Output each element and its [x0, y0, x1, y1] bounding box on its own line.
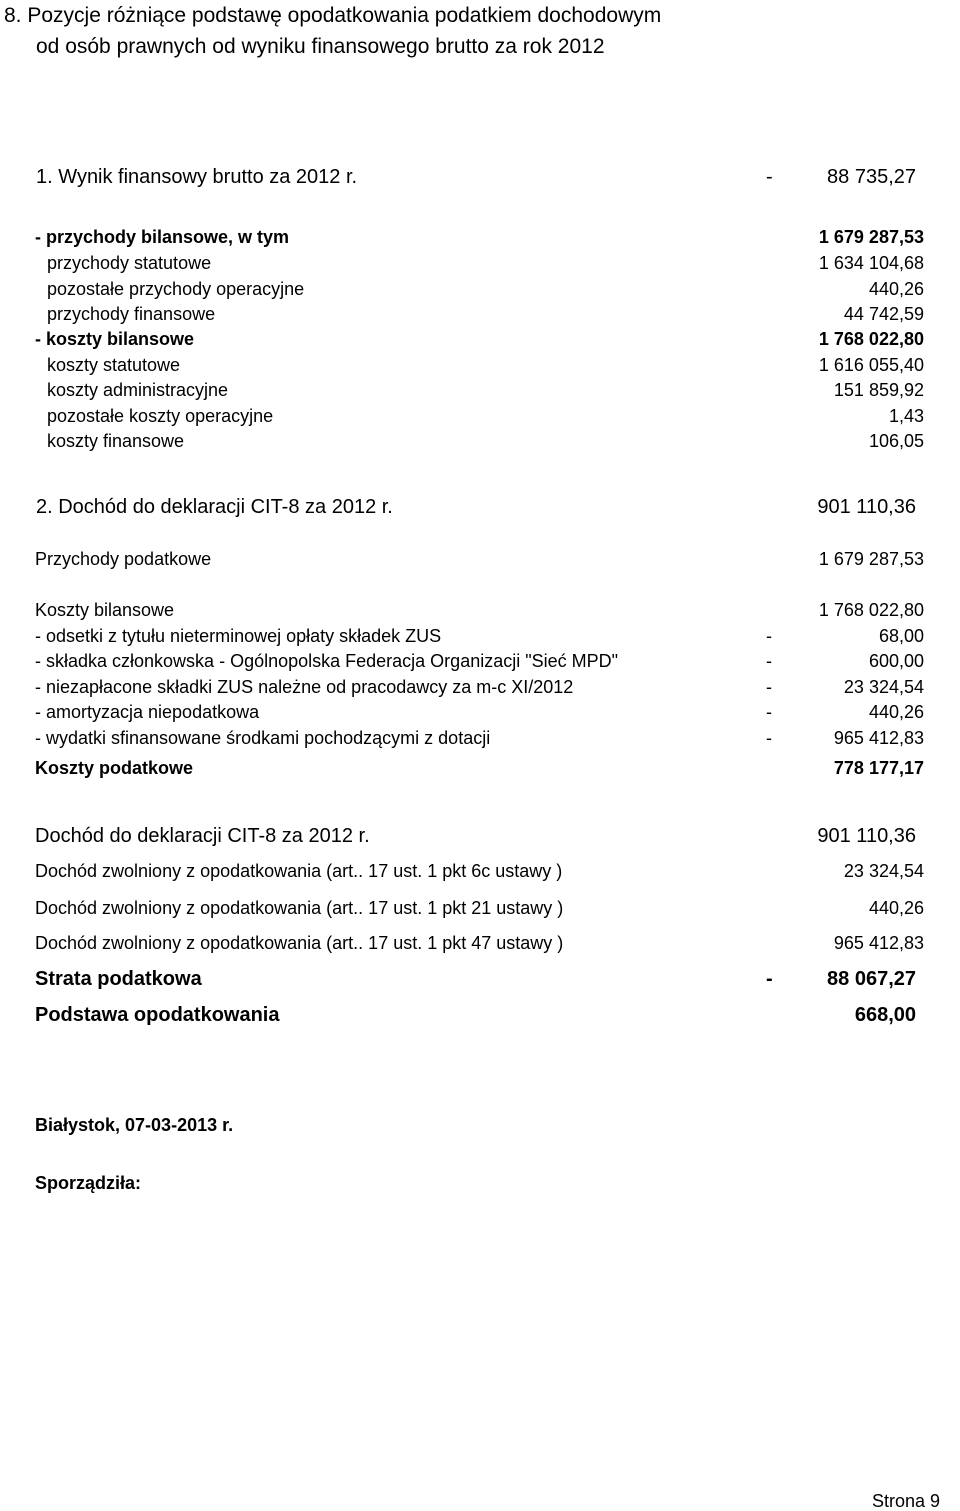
row-label: pozostałe koszty operacyjne [47, 406, 274, 426]
deduction-sign: - [766, 626, 772, 646]
tax-loss-value: 88 067,27 [827, 968, 916, 990]
row-label: koszty statutowe [47, 355, 181, 375]
row-label: - koszty bilansowe [35, 329, 195, 349]
row-value: 106,05 [868, 431, 924, 451]
section2-label: 2. Dochód do deklaracji CIT-8 za 2012 r. [36, 496, 393, 518]
prepared-by: Sporządziła: [35, 1173, 142, 1193]
row-value: 1 768 022,80 [818, 329, 924, 349]
row-label: pozostałe przychody operacyjne [47, 279, 305, 299]
row-value: 1,43 [888, 406, 924, 426]
tax-costs-label: Koszty podatkowe [35, 758, 194, 778]
deduction-label: - składka członkowska - Ogólnopolska Federacja Organizacji "Sieć MPD" [35, 651, 619, 671]
row-value: 151 859,92 [833, 380, 924, 400]
tax-base-value: 668,00 [854, 1004, 916, 1026]
section1-label: 1. Wynik finansowy brutto za 2012 r. [36, 166, 358, 188]
exempt-value: 965 412,83 [833, 933, 924, 953]
row-value: 1 679 287,53 [818, 227, 924, 247]
tax-loss-label: Strata podatkowa [35, 968, 202, 990]
deduction-sign: - [766, 728, 772, 748]
row-value: 44 742,59 [843, 304, 924, 324]
exempt-label: Dochód zwolniony z opodatkowania (art.. 17 ust. 1 pkt 47 ustawy ) [35, 933, 564, 953]
deduction-label: - wydatki sfinansowane środkami pochodzącymi z dotacji [35, 728, 491, 748]
exempt-value: 440,26 [868, 898, 924, 918]
revenue-value: 1 679 287,53 [818, 549, 924, 569]
costs-balance-label: Koszty bilansowe [35, 600, 175, 620]
document-title-line1: 8. Pozycje różniące podstawę opodatkowania podatkiem dochodowym [4, 4, 662, 27]
deduction-value: 965 412,83 [833, 728, 924, 748]
row-value: 1 634 104,68 [818, 253, 924, 273]
deduction-sign: - [766, 677, 772, 697]
revenue-label: Przychody podatkowe [35, 549, 212, 569]
section1-value: 88 735,27 [827, 166, 916, 188]
row-value: 1 616 055,40 [818, 355, 924, 375]
deduction-value: 23 324,54 [843, 677, 924, 697]
tax-base-label: Podstawa opodatkowania [35, 1004, 280, 1026]
row-label: przychody statutowe [47, 253, 212, 273]
section2-value: 901 110,36 [817, 496, 916, 518]
deduction-label: - niezapłacone składki ZUS należne od pracodawcy za m-c XI/2012 [35, 677, 574, 697]
row-label: koszty finansowe [47, 431, 185, 451]
costs-balance-value: 1 768 022,80 [818, 600, 924, 620]
deduction-sign: - [766, 702, 772, 722]
deduction-label: - amortyzacja niepodatkowa [35, 702, 260, 722]
income-label: Dochód do deklaracji CIT-8 za 2012 r. [35, 825, 370, 847]
tax-loss-sign: - [766, 968, 773, 990]
page-number: Strona 9 [871, 1491, 940, 1511]
row-value: 440,26 [868, 279, 924, 299]
exempt-value: 23 324,54 [843, 861, 924, 881]
section1-sign: - [766, 166, 773, 188]
row-label: przychody finansowe [47, 304, 216, 324]
deduction-value: 68,00 [878, 626, 924, 646]
deduction-value: 440,26 [868, 702, 924, 722]
deduction-label: - odsetki z tytułu nieterminowej opłaty składek ZUS [35, 626, 442, 646]
exempt-label: Dochód zwolniony z opodatkowania (art.. 17 ust. 1 pkt 6c ustawy ) [35, 861, 563, 881]
place-date: Białystok, 07-03-2013 r. [35, 1115, 234, 1135]
income-value: 901 110,36 [817, 825, 916, 847]
deduction-value: 600,00 [868, 651, 924, 671]
deduction-sign: - [766, 651, 772, 671]
document-title-line2: od osób prawnych od wyniku finansowego brutto za rok 2012 [36, 35, 605, 58]
row-label: - przychody bilansowe, w tym [35, 227, 290, 247]
row-label: koszty administracyjne [47, 380, 229, 400]
tax-costs-value: 778 177,17 [833, 758, 924, 778]
exempt-label: Dochód zwolniony z opodatkowania (art.. 17 ust. 1 pkt 21 ustawy ) [35, 898, 564, 918]
